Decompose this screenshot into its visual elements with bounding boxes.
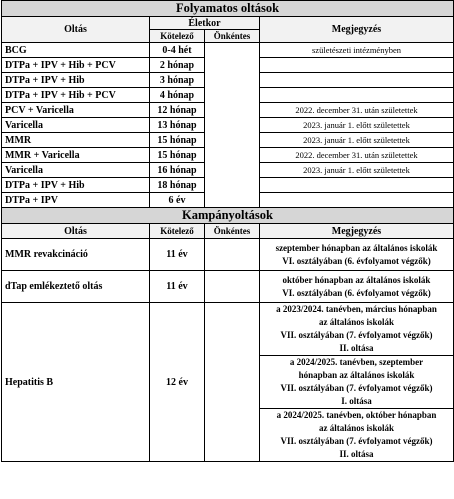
mandatory-age: 11 év	[150, 239, 205, 271]
campaign-voluntary-column-header: Önkéntes	[205, 224, 260, 239]
vaccination-schedule-table	[1, 0, 454, 462]
table-row	[2, 239, 454, 271]
note-line: II. oltása	[339, 343, 374, 353]
mandatory-age: 12 év	[150, 303, 205, 462]
note-line: az általános iskolák	[318, 317, 394, 327]
note-line: VI. osztályában (6. évfolyamot végzők)	[282, 255, 431, 266]
vaccine-name: DTPa + IPV + Hib	[2, 73, 150, 88]
note-line: VI. osztályában (6. évfolyamot végzők)	[282, 287, 431, 298]
note-cell: 2023. január 1. előtt születettek	[260, 133, 454, 148]
mandatory-age: 15 hónap	[150, 133, 205, 148]
vaccine-name: dTap emlékeztető oltás	[2, 271, 150, 303]
vaccine-name: PCV + Varicella	[2, 103, 150, 118]
note-line: szeptember hónapban az általános iskolák	[275, 242, 438, 253]
note-line: VII. osztályában (7. évfolyamot végzők)	[280, 330, 433, 340]
mandatory-age: 0-4 hét	[150, 43, 205, 58]
note-cell	[260, 239, 454, 271]
note-cell	[260, 271, 454, 303]
mandatory-age: 2 hónap	[150, 58, 205, 73]
campaign-mandatory-column-header: Kötelező	[150, 224, 205, 239]
note-line: az általános iskolák	[318, 423, 394, 433]
mandatory-age: 4 hónap	[150, 88, 205, 103]
note-cell: 2023. január 1. előtt születettek	[260, 163, 454, 178]
voluntary-age	[205, 239, 260, 271]
vaccine-name: DTPa + IPV	[2, 193, 150, 208]
table-row	[2, 43, 454, 58]
mandatory-age: 16 hónap	[150, 163, 205, 178]
note-cell	[260, 303, 454, 356]
vaccine-name: DTPa + IPV + Hib	[2, 178, 150, 193]
mandatory-age: 6 év	[150, 193, 205, 208]
note-line: hónapban az általános iskolák	[298, 370, 415, 380]
note-cell	[260, 73, 454, 88]
campaign-vaccine-column-header: Oltás	[2, 224, 150, 239]
mandatory-age: 11 év	[150, 271, 205, 303]
voluntary-age	[205, 43, 260, 208]
vaccine-name: MMR	[2, 133, 150, 148]
continuous-section-title: Folyamatos oltások	[2, 1, 454, 17]
vaccine-name: Varicella	[2, 163, 150, 178]
note-line: a 2024/2025. tanévben, szeptember	[289, 357, 424, 367]
voluntary-column-header: Önkéntes	[205, 30, 260, 43]
mandatory-column-header: Kötelező	[150, 30, 205, 43]
note-line: a 2023/2024. tanévben, március hónapban	[276, 304, 437, 314]
voluntary-age	[205, 303, 260, 462]
note-line: VII. osztályában (7. évfolyamot végzők)	[280, 436, 433, 446]
note-line: VII. osztályában (7. évfolyamot végzők)	[280, 383, 433, 393]
note-line: I. oltása	[341, 396, 372, 406]
vaccine-name: BCG	[2, 43, 150, 58]
vaccine-name: Varicella	[2, 118, 150, 133]
note-cell	[260, 58, 454, 73]
voluntary-age	[205, 271, 260, 303]
vaccine-column-header: Oltás	[2, 17, 150, 43]
note-cell	[260, 178, 454, 193]
vaccine-name: DTPa + IPV + Hib + PCV	[2, 88, 150, 103]
vaccine-name: Hepatitis B	[2, 303, 150, 462]
vaccine-name: MMR revakcináció	[2, 239, 150, 271]
vaccine-name: MMR + Varicella	[2, 148, 150, 163]
note-cell	[260, 193, 454, 208]
mandatory-age: 3 hónap	[150, 73, 205, 88]
mandatory-age: 12 hónap	[150, 103, 205, 118]
mandatory-age: 15 hónap	[150, 148, 205, 163]
note-cell: 2023. január 1. előtt születettek	[260, 118, 454, 133]
vaccine-name: DTPa + IPV + Hib + PCV	[2, 58, 150, 73]
mandatory-age: 13 hónap	[150, 118, 205, 133]
table-row	[2, 303, 454, 356]
note-line: II. oltása	[339, 449, 374, 459]
age-group-header: Életkor	[150, 17, 260, 30]
note-line: október hónapban az általános iskolák	[282, 274, 431, 285]
table-row	[2, 271, 454, 303]
note-cell	[260, 88, 454, 103]
note-cell	[260, 409, 454, 462]
note-cell: 2022. december 31. után születettek	[260, 148, 454, 163]
campaign-section-title: Kampányoltások	[2, 208, 454, 224]
note-cell: születészeti intézményben	[260, 43, 454, 58]
note-cell: 2022. december 31. után születettek	[260, 103, 454, 118]
campaign-note-column-header: Megjegyzés	[260, 224, 454, 239]
note-column-header: Megjegyzés	[260, 17, 454, 43]
note-line: a 2024/2025. tanévben, október hónapban	[276, 410, 437, 420]
mandatory-age: 18 hónap	[150, 178, 205, 193]
note-cell	[260, 356, 454, 409]
